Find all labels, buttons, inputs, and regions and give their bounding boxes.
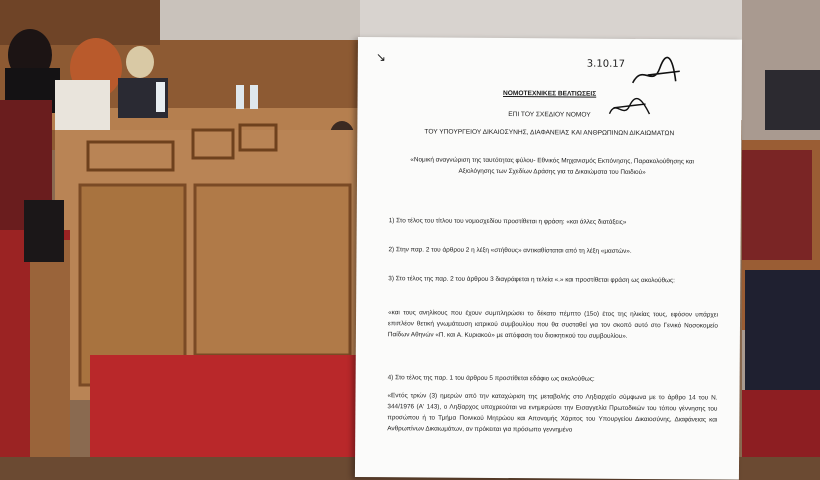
pen-mark: ↘: [375, 50, 386, 65]
water-bottle: [156, 82, 165, 112]
item-3: 3) Στο τέλος της παρ. 2 του άρθρου 3 διαγράφεται η τελεία «.» και προστίθεται φράση ως ακολούθως:: [388, 275, 675, 285]
bill-title: «Νομική αναγνώριση της ταυτότητας φύλου- Εθνικός Μηχανισμός Εκπόνησης, Παρακολούθησης και Αξιολόγησης των Σχεδίων Δράσης για τα Δικαιώματα του Παιδιού»: [410, 156, 694, 177]
item-3-text: «και τους ανηλίκους που έχουν συμπληρώσει το δέκατο πέμπτο (15ο) έτος της ηλικίας τους, εφόσον υπάρχει επιπλέον θετική γνωμάτευση ιατρικού συμβουλίου που θα συσταθεί για τον σκοπό αυτό στο Γενικό Νοσοκομείο Παίδων Αθηνών «Π. και Α. Κυριακού» με απόφαση του διοικητικού του συμβουλίου».: [387, 309, 719, 340]
document-subheading-2: ΤΟΥ ΥΠΟΥΡΓΕΙΟΥ ΔΙΚΑΙΟΣΥΝΗΣ, ΔΙΑΦΑΝΕΙΑΣ ΚΑΙ ΑΝΘΡΩΠΙΝΩΝ ΔΙΚΑΙΩΜΑΤΩΝ: [424, 128, 675, 138]
water-bottle-3: [250, 85, 258, 109]
document-date: 3.10.17: [586, 58, 626, 70]
right-red-seats: [742, 150, 812, 260]
document-subheading-1: ΕΠΙ ΤΟΥ ΣΧΕΔΙΟΥ ΝΟΜΟΥ: [508, 111, 591, 119]
document-sheet: [355, 37, 742, 480]
signature-1: [628, 53, 688, 93]
item-4-text: «Εντός τριών (3) ημερών από την καταχώριση της μεταβολής στο Ληξιαρχείο σύμφωνα με το άρθρο 14 του Ν. 344/1976 (Α' 143), ο Ληξίαρχος υποχρεούται να ενημερώσει την Εισαγγελία Πρωτοδικών του τόπου γέννησης του προσώπου ή το Τμήμα Ποινικού Μητρώου και Απονομής Χάριτος του Υπουργείου Δικαιοσύνης, Διαφάνειας και Ανθρωπίνων Δικαιωμάτων, αν πρόκειται για πρόσωπο γεννημένο: [387, 392, 718, 434]
item-2: 2) Στην παρ. 2 του άρθρου 2 η λέξη «στήθους» αντικαθίσταται από τη λέξη «μαστών».: [388, 246, 632, 255]
red-carpet: [90, 355, 360, 457]
person-blonde-hair: [126, 46, 154, 78]
right-person-dark: [765, 70, 820, 130]
water-bottle-2: [236, 85, 244, 109]
right-carpet: [742, 390, 820, 457]
item-4: 4) Στο τέλος της παρ. 1 του άρθρου 5 προστίθεται εδάφιο ως ακολούθως:: [387, 374, 595, 383]
podium-panel-2: [195, 185, 350, 355]
item-1: 1) Στο τέλος του τίτλου του νομοσχεδίου προστίθεται η φράση: «και άλλες διατάξεις»: [388, 217, 627, 226]
person-white-top: [55, 80, 110, 130]
black-bag: [24, 200, 64, 262]
document-heading: ΝΟΜΟΤΕΧΝΙΚΕΣ ΒΕΛΤΙΩΣΕΙΣ: [502, 90, 597, 98]
wood-stair-edge: [30, 240, 70, 457]
